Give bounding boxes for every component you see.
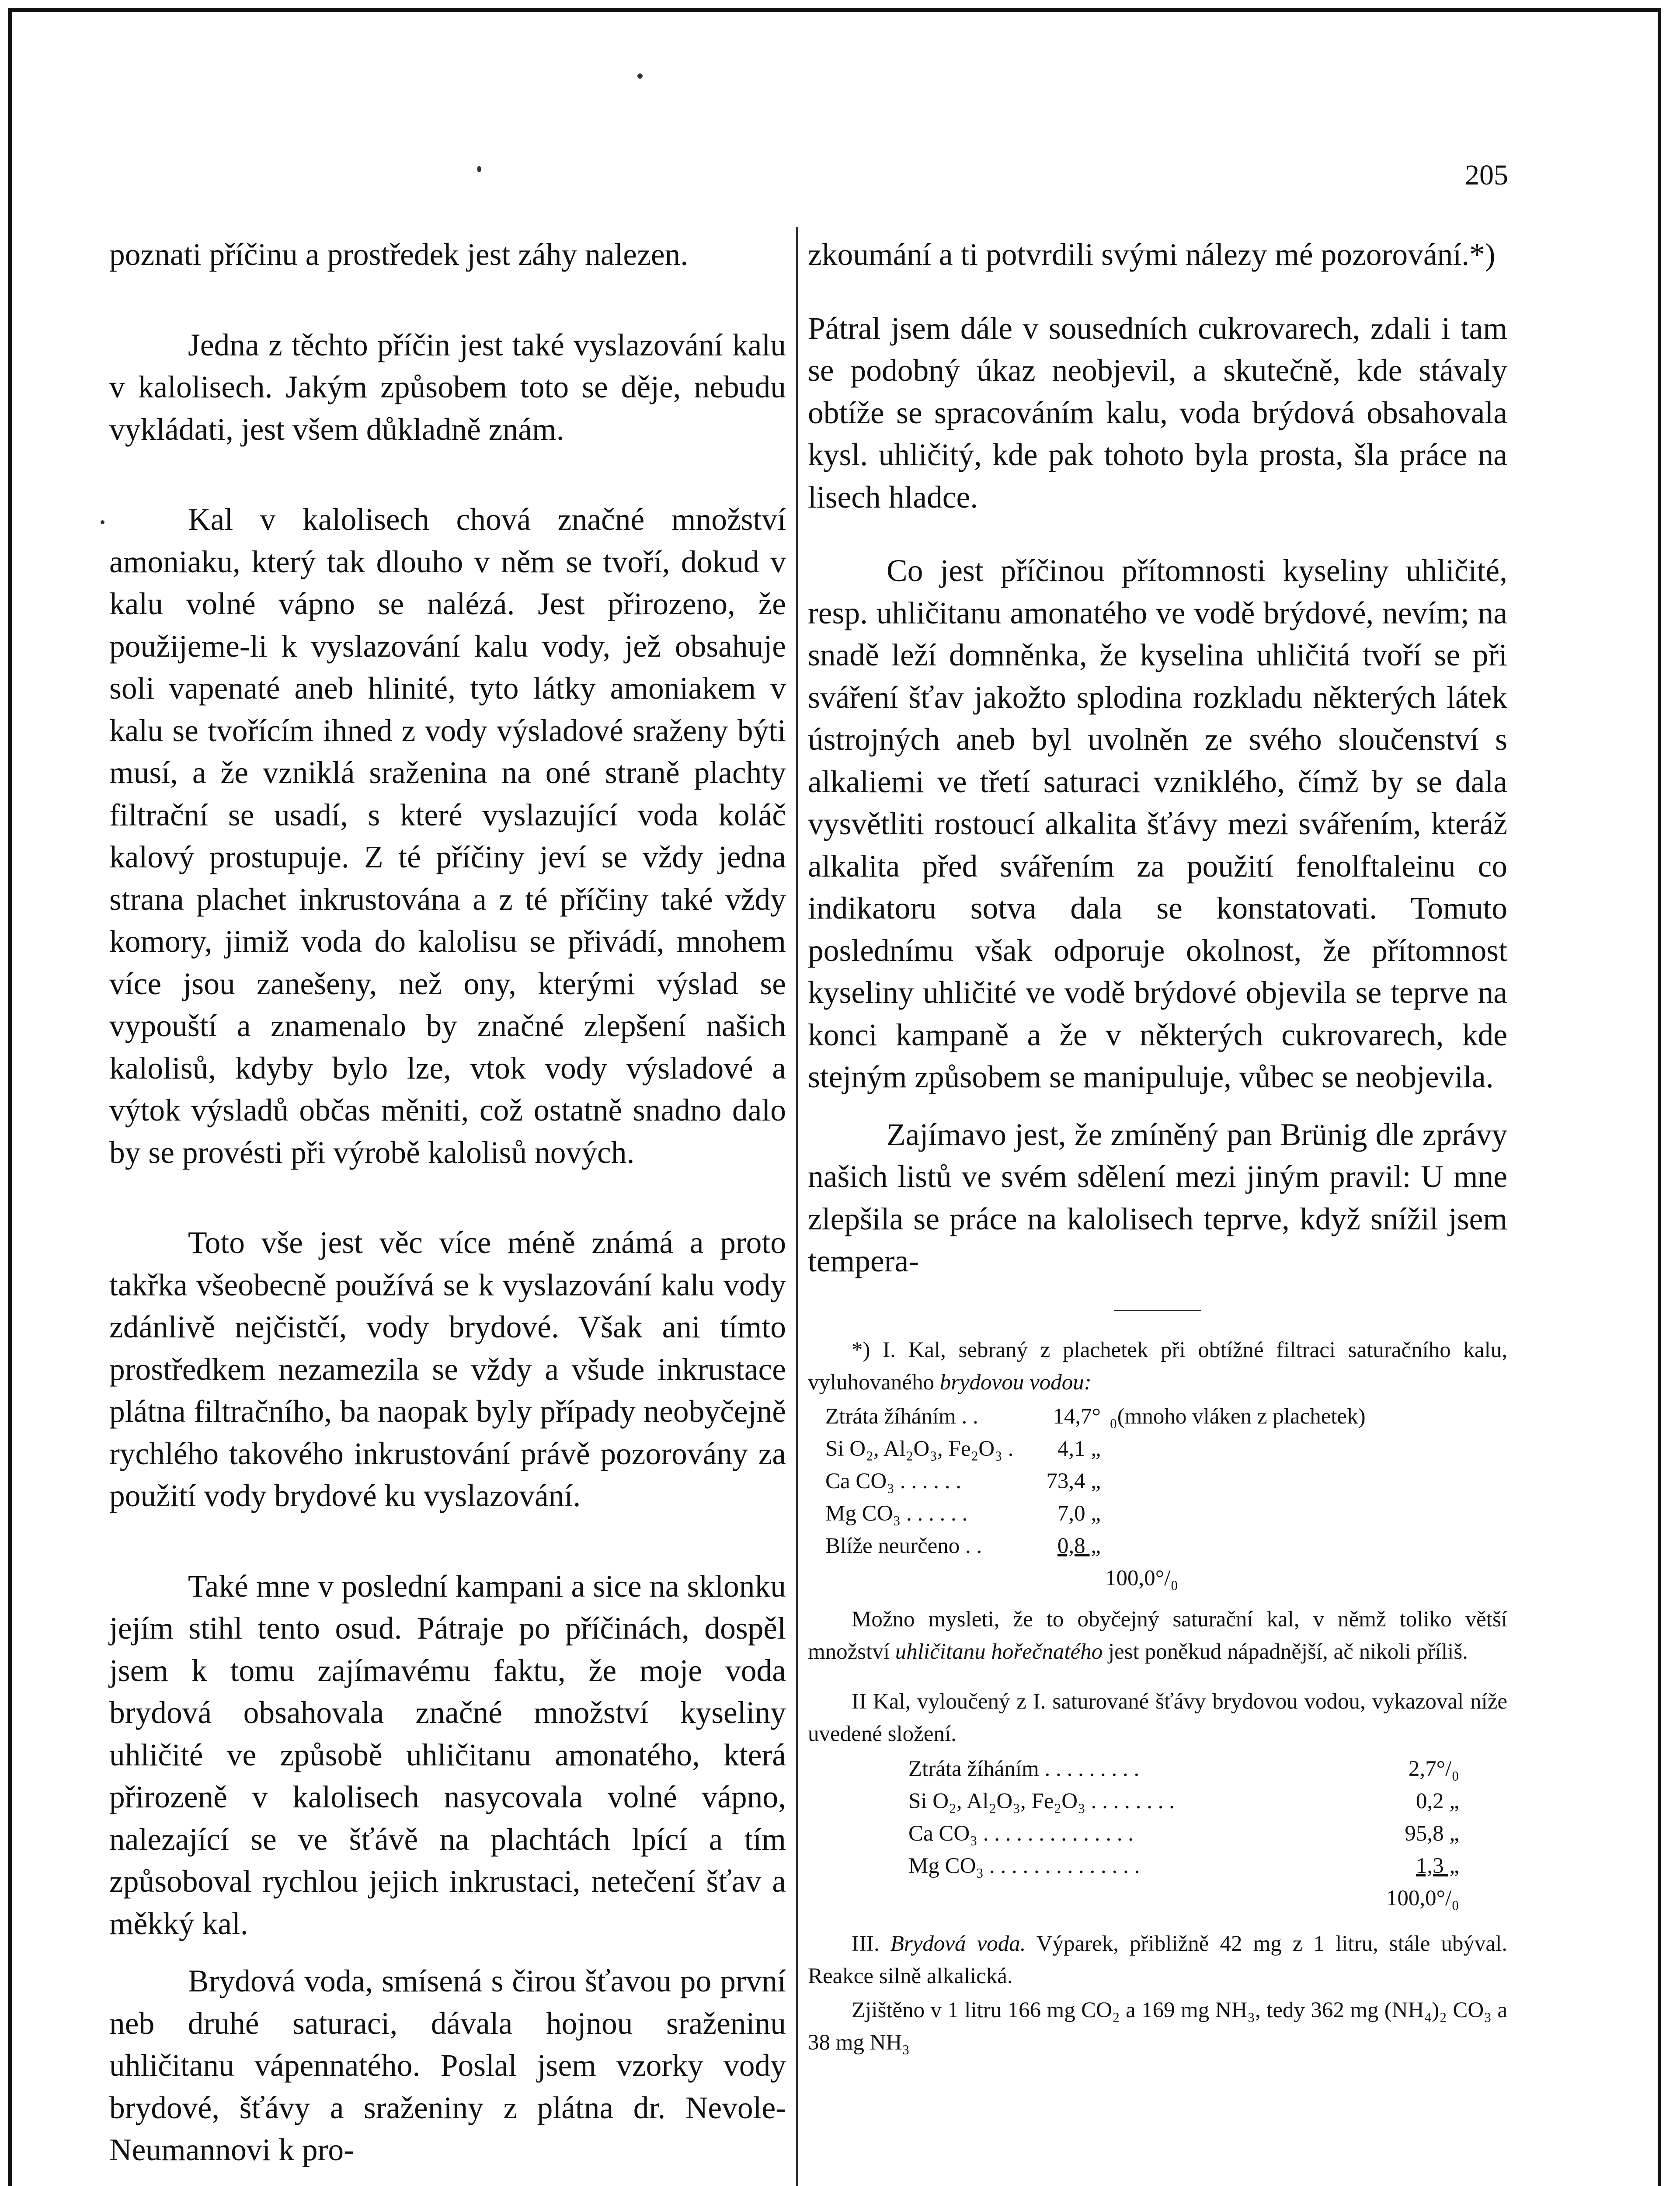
table-row — [825, 1465, 1468, 1497]
table-cell-label: Si O₂, Al₂O₃, Fe₂O₃ . — [825, 1436, 1014, 1461]
right-column — [808, 234, 1507, 2059]
table-cell-value: 14,7° — [1053, 1404, 1101, 1429]
table-cell-label: Ca CO₃ . . . . . . . . . . . . . . — [908, 1821, 1134, 1846]
table-cell-empty — [1031, 1562, 1105, 1594]
table-cell-label: Mg CO₃ . . . . . . . . . . . . . . — [908, 1853, 1140, 1878]
table-row — [825, 1433, 1468, 1465]
remark-text: Možno mysleti, že to obyčejný saturační kal, v němž toliko větší množství — [808, 1607, 1507, 1664]
analysis-table-2 — [908, 1753, 1459, 1914]
footnote — [808, 1334, 1507, 2059]
scan-speck — [637, 73, 643, 79]
table-cell-empty — [908, 1882, 1346, 1914]
remark-tail: jest poněkud nápadnější, ač nikoli příliš. — [1108, 1639, 1468, 1664]
paragraph: Pátral jsem dále v sousedních cukrovarech, zdali i tam se podobný úkaz neobjevil, a skutečně, kde stávaly obtíže se spracováním kalu, voda brýdová obsahovala kysl. uhličitý, kde pak tohoto byla prosta, šla práce na lisech hladce. — [808, 311, 1507, 515]
paragraph: Také mne v poslední kampani a sice na sklonku jejím stihl tento osud. Pátraje po příčinách, dospěl jsem k tomu zajímavému faktu, že moje voda brydová obsahovala značné množství kyseliny uhličité ve způsobě uhličitanu amonatého, která přirozeně v kalolisech nasycovala volné vápno, nalezající se ve šťávě na plachtách lpící a tím způsoboval rychlou jejich inkrustaci, netečení šťav a měkký kal. — [109, 1569, 786, 1941]
table-total-value: 100,0°/₀ — [1105, 1566, 1179, 1591]
table-cell-value: 2,7°/₀ — [1408, 1756, 1459, 1781]
paragraph: Jedna z těchto příčin jest také vyslazování kalu v kalolisech. Jakým způsobem toto se děje, nebudu vykládati, jest všem důkladně znám. — [109, 327, 786, 447]
footnote-section-2: II Kal, vyloučený z I. saturované šťávy brydovou vodou, vykazoval níže uvedené složení. — [808, 1689, 1507, 1746]
section3-number: III. — [852, 1931, 880, 1956]
remark-italic: uhličitanu hořečnatého — [895, 1639, 1103, 1664]
footnote-remark — [808, 1603, 1507, 1668]
table-cell-label: Mg CO₃ . . . . . . — [825, 1501, 968, 1526]
paragraph: poznati příčinu a prostředek jest záhy nalezen. — [109, 237, 689, 272]
table-total-row — [825, 1562, 1468, 1594]
table-row — [908, 1753, 1459, 1785]
table-row — [825, 1400, 1468, 1433]
paragraph: Co jest příčinou přítomnosti kyseliny uhličité, resp. uhličitanu amonatého ve vodě brýdové, nevím; na snadě leží domněnka, že kyselina uhličitá tvoří se při sváření šťav jakožto splodina rozkladu některých látek ústrojných aneb byl uvolněn ze svého sloučenství s alkaliemi ve třetí saturaci vzniklého, čímž by se dala vysvětliti rostoucí alkalita šťávy mezi svářením, kteráž alkalita před svářením za použití fenolftaleinu co indikatoru sotva dala se konstatovati. Tomuto poslednímu však odporuje okolnost, že přítomnost kyseliny uhličité ve vodě brýdové objevila se teprve na konci kampaně a že v některých cukrovarech, kde stejným způsobem se manipuluje, vůbec se neobjevila. — [808, 553, 1507, 1094]
table-total-value: 100,0°/₀ — [1386, 1886, 1459, 1911]
table-row — [825, 1497, 1468, 1530]
footnote-section-3 — [808, 1928, 1507, 1992]
table-cell-label: Blíže neurčeno . . — [825, 1533, 982, 1558]
left-column — [109, 234, 786, 2172]
table-cell-label: Si O₂, Al₂O₃, Fe₂O₃ . . . . . . . . — [908, 1789, 1175, 1814]
table-cell-value: 0,8 „ — [1057, 1533, 1101, 1558]
table-cell-empty — [825, 1562, 1031, 1594]
table-cell-value: 0,2 „ — [1416, 1789, 1459, 1814]
paragraph: Zajímavo jest, že zmíněný pan Brünig dle zprávy našich listů ve svém sdělení mezi jiným pravil: U mne zlepšila se práce na kalolisech teprve, když snížil jsem tempera- — [808, 1117, 1507, 1278]
footnote-intro-text: *) I. Kal, sebraný z plachetek při obtížné filtraci saturačního kalu, vyluhovaného — [808, 1337, 1507, 1395]
paragraph: Toto vše jest věc více méně známá a proto takřka všeobecně používá se k vyslazování kalu vody zdánlivě nejčistčí, vody brydové. Však ani tímto prostředkem nezamezila se vždy a všude inkrustace plátna filtračního, ba naopak byly případy neobyčejně rychlého takového inkrustování právě pozorovány za použití vody brydové ku vyslazování. — [109, 1225, 786, 1513]
section3-text: Výparek, přibližně 42 mg z 1 litru, stále ubýval. Reakce silně alkalická. — [808, 1931, 1507, 1988]
paragraph: Brydová voda, smísená s čirou šťavou po první neb druhé saturaci, dávala hojnou sraženinu uhličitanu vápennatého. Poslal jsem vzorky vody brydové, šťávy a sraženiny z plátna dr. Nevole-Neumannovi k pro- — [109, 1964, 786, 2167]
table-total-row — [908, 1882, 1459, 1914]
footnote-section-4: Zjištěno v 1 litru 166 mg CO₂ a 169 mg NH₃, tedy 362 mg (NH₄)₂ CO₃ a 38 mg NH₃ — [808, 1998, 1507, 2055]
section3-italic: Brydová voda. — [890, 1931, 1026, 1956]
footnote-intro-italic: brydovou vodou: — [939, 1370, 1092, 1395]
table-cell-value: 95,8 „ — [1405, 1821, 1459, 1846]
table-row — [825, 1530, 1468, 1562]
scan-speck — [101, 520, 104, 524]
scan-speck — [477, 166, 481, 172]
table-cell-note — [1105, 1497, 1468, 1530]
table-cell-note — [1105, 1465, 1468, 1497]
table-cell-value: 1,3 „ — [1416, 1853, 1459, 1878]
column-divider — [796, 227, 798, 2186]
table-row — [908, 1817, 1459, 1850]
table-cell-label: Ztráta žíháním . . . . . . . . . — [908, 1756, 1140, 1781]
analysis-table-1 — [825, 1400, 1468, 1594]
table-cell-value: 73,4 „ — [1046, 1469, 1101, 1493]
table-cell-value: 7,0 „ — [1057, 1501, 1101, 1526]
table-cell-value: 4,1 „ — [1057, 1436, 1101, 1461]
table-cell-label: Ca CO₃ . . . . . . — [825, 1469, 962, 1493]
page-number: 205 — [1465, 159, 1508, 191]
table-cell-label: Ztráta žíháním . . — [825, 1404, 978, 1429]
footnote-intro — [808, 1334, 1507, 1399]
table-cell-note — [1105, 1433, 1468, 1465]
table-cell-note — [1105, 1530, 1468, 1562]
paragraph: Kal v kalolisech chová značné množství amoniaku, který tak dlouho v něm se tvoří, dokud v kalu volné vápno se nalézá. Jest přirozeno, že použijeme-li k vyslazování kalu vody, jež obsahuje soli vapenaté aneb hlinité, tyto látky amoniakem v kalu se tvořícím ihned z vody výsladové sraženy býti musí, a že vzniklá sraženina na oné straně plachty filtrační se usadí, s které vyslazující voda koláč kalový prostupuje. Z té příčiny jeví se vždy jedna strana plachet inkrustována a z té příčiny také vždy komory, jimiž voda do kalolisu se přivádí, mnohem více jsou zanešeny, než ony, kterými výslad se vypouští a znamenalo by značné zlepšení našich kalolisů, kdyby bylo lze, vtok vody výsladové a výtok výsladů občas měniti, což ostatně snadno dalo by se provésti při výrobě kalolisů nových. — [109, 502, 786, 1170]
footnote-divider — [1114, 1310, 1201, 1311]
table-row — [908, 1850, 1459, 1882]
table-cell-note: ₀(mnoho vláken z plachetek) — [1110, 1404, 1366, 1429]
paragraph: zkoumání a ti potvrdili svými nálezy mé pozorování.*) — [808, 237, 1496, 272]
table-row — [908, 1785, 1459, 1817]
